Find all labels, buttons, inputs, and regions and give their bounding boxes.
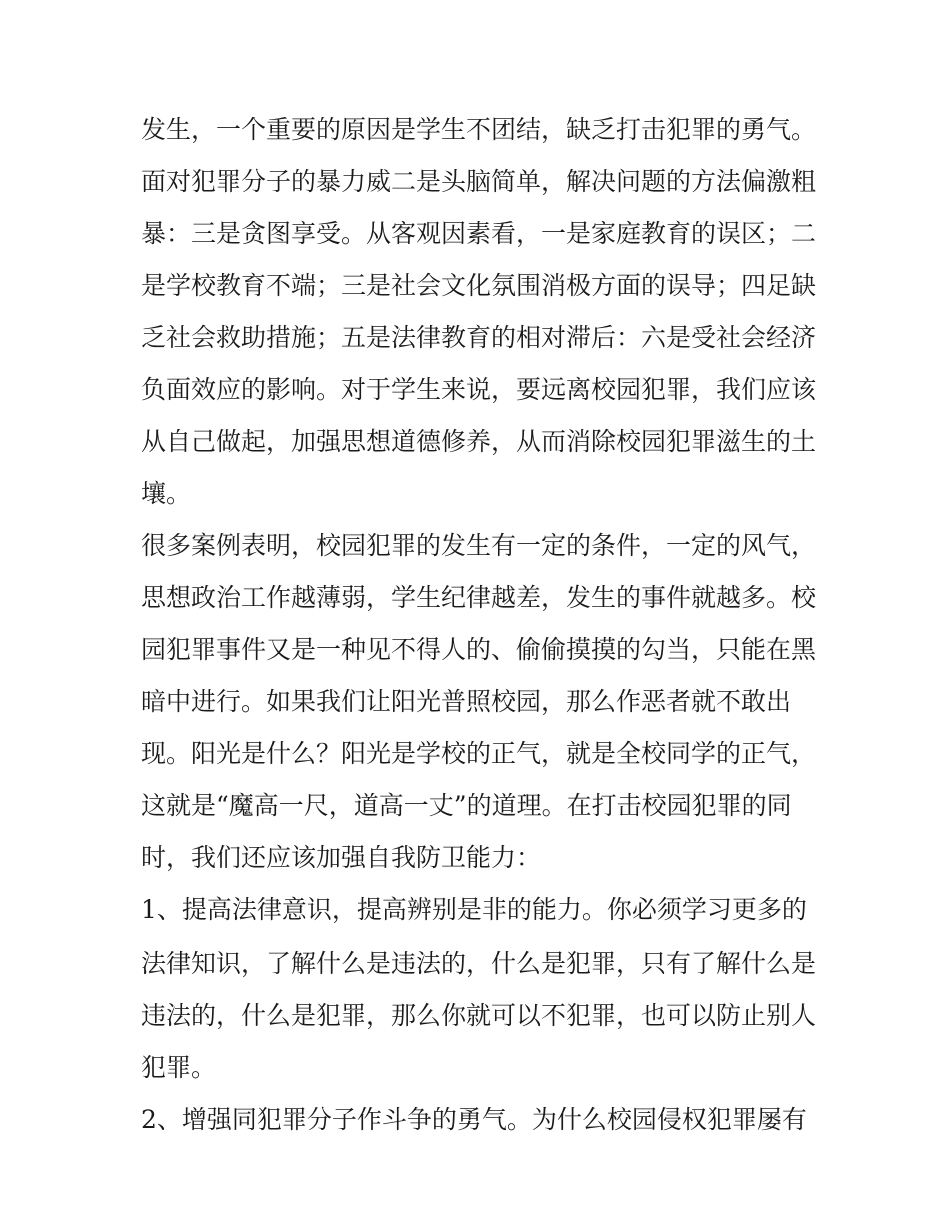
text-line: 1、提高法律意识，提高辨别是非的能力。你必须学习更多的 bbox=[141, 895, 807, 924]
text-line: 园犯罪事件又是一种见不得人的、偷偷摸摸的勾当，只能在黑 bbox=[141, 635, 817, 664]
text-line: 发生，一个重要的原因是学生不团结，缺乏打击犯罪的勇气。 bbox=[141, 115, 817, 144]
text-line: 很多案例表明，校园犯罪的发生有一定的条件，一定的风气， bbox=[141, 531, 817, 560]
text-line: 思想政治工作越薄弱，学生纪律越差，发生的事件就越多。校 bbox=[141, 583, 817, 612]
text-line: 负面效应的影响。对于学生来说，要远离校园犯罪，我们应该 bbox=[141, 375, 817, 404]
text-line: 2、增强同犯罪分子作斗争的勇气。为什么校园侵权犯罪屡有 bbox=[141, 1105, 807, 1134]
text-line: 违法的，什么是犯罪，那么你就可以不犯罪，也可以防止别人 bbox=[141, 1001, 817, 1030]
text-line: 壤。 bbox=[141, 479, 192, 508]
text-line: 从自己做起，加强思想道德修养，从而消除校园犯罪滋生的土 bbox=[141, 427, 817, 456]
text-line: 暴：三是贪图享受。从客观因素看，一是家庭教育的误区；二 bbox=[141, 219, 817, 248]
text-line: 是学校教育不端；三是社会文化氛围消极方面的误导；四足缺 bbox=[141, 271, 817, 300]
text-line: 面对犯罪分子的暴力威二是头脑简单，解决问题的方法偏激粗 bbox=[141, 167, 817, 196]
text-line: 暗中进行。如果我们让阳光普照校园，那么作恶者就不敢出 bbox=[141, 687, 792, 716]
text-line: 犯罪。 bbox=[141, 1053, 217, 1082]
document-body bbox=[141, 104, 821, 1148]
text-line: 法律知识，了解什么是违法的，什么是犯罪，只有了解什么是 bbox=[141, 949, 817, 978]
text-line: 乏社会救助措施；五是法律教育的相对滞后：六是受社会经济 bbox=[141, 323, 817, 352]
text-line: 现。阳光是什么？阳光是学校的正气，就是全校同学的正气， bbox=[141, 739, 817, 768]
text-line: 这就是“魔高一尺，道高一丈”的道理。在打击校园犯罪的同 bbox=[141, 791, 792, 820]
text-line: 时，我们还应该加强自我防卫能力： bbox=[141, 843, 542, 872]
